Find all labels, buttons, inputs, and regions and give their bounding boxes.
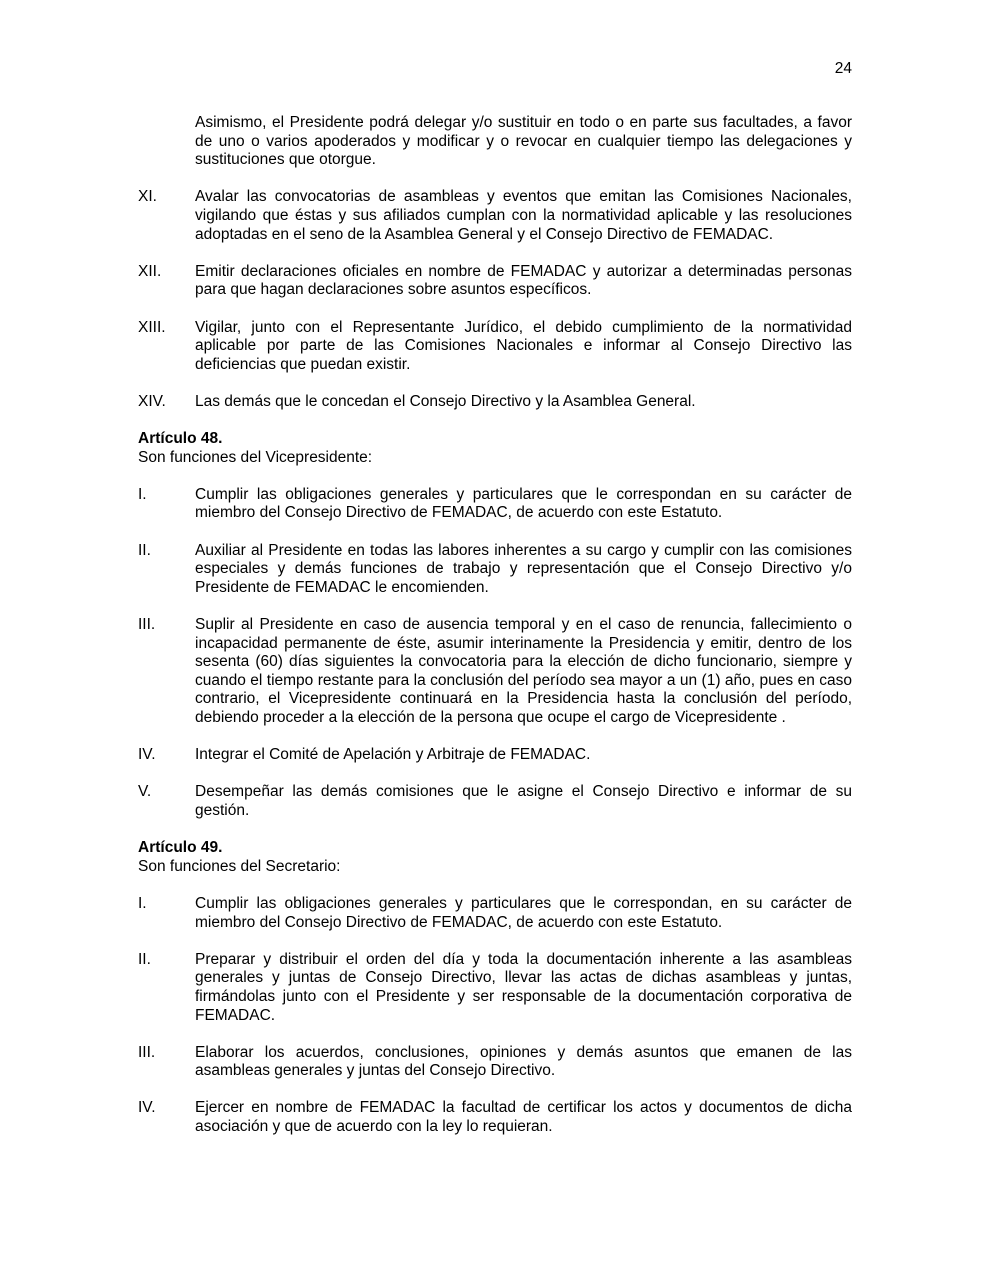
list-item [138,1099,852,1136]
item-text: Emitir declaraciones oficiales en nombre de FEMADAC y autorizar a determinadas personas para que hagan declaraciones sobre asuntos específicos. [195,262,852,299]
list-item [138,746,852,765]
page-number: 24 [834,60,852,77]
item-number: XII. [138,262,162,280]
item-number: IV. [138,746,156,764]
article-47-continuation: Asimismo, el Presidente podrá delegar y/o sustituir en todo o en parte sus facultades, a favor de uno o varios apoderados y modificar y o revocar en cualquier tiempo las delegaciones y sustituciones que otorgue. [195,114,852,169]
article-49-intro: Son funciones del Secretario: [138,857,341,875]
list-item [138,263,852,300]
list-item [138,319,852,375]
item-number: I. [138,894,147,912]
list-item [138,783,852,820]
item-text: Vigilar, junto con el Representante Jurídico, el debido cumplimiento de la normatividad aplicable por parte de las Comisiones Nacionales e informar al Consejo Directivo las deficiencias que puedan existir. [195,318,852,373]
item-number: III. [138,1043,156,1061]
item-number: I. [138,485,147,503]
item-text: Ejercer en nombre de FEMADAC la facultad de certificar los actos y documentos de dicha asociación y que de acuerdo con la ley lo requieran. [195,1099,852,1136]
list-item [138,951,852,1025]
item-number: XIV. [138,392,166,410]
list-item [138,393,852,412]
item-number: III. [138,616,156,634]
item-text: Integrar el Comité de Apelación y Arbitraje de FEMADAC. [195,746,591,764]
list-item [138,616,852,728]
article-49-title: Artículo 49. [138,839,223,857]
item-text: Cumplir las obligaciones generales y particulares que le correspondan, en su carácter de miembro del Consejo Directivo de FEMADAC, de acuerdo con este Estatuto. [195,894,852,931]
article-48-intro: Son funciones del Vicepresidente: [138,448,373,466]
item-number: XIII. [138,318,166,336]
item-text: Preparar y distribuir el orden del día y toda la documentación inherente a las asambleas generales y juntas de Consejo Directivo, llevar las actas de dichas asambleas y juntas, firmándolas junto con el Presidente y ser responsable de la documentación corporativa de FEMADAC. [195,950,852,1024]
item-text: Auxiliar al Presidente en todas las labores inherentes a su cargo y cumplir con las comisiones especiales y demás funciones de trabajo y representación que el Consejo Directivo y/o Presidente de FEMADAC le encomienden. [195,541,852,596]
list-item [138,188,852,244]
article-48-title: Artículo 48. [138,430,223,448]
list-item [138,486,852,523]
item-number: II. [138,541,151,559]
list-item [138,895,852,932]
item-text: Suplir al Presidente en caso de ausencia temporal y en el caso de renuncia, fallecimiento o incapacidad permanente de éste, asumir interinamente la Presidencia y emitir, dentro de los sesenta (60) días siguientes la convocatoria para la elección de dicho funcionario, siempre y cuando el tiempo restante para la conclusión del período sea mayor a un (1) año, pues en caso contrario, el Vicepresidente continuará en la Presidencia hasta la conclusión del período, debiendo proceder a la elección de la persona que ocupe el cargo de Vicepresidente . [195,616,852,726]
item-text: Cumplir las obligaciones generales y particulares que le correspondan en su carácter de miembro del Consejo Directivo de FEMADAC, de acuerdo con este Estatuto. [195,485,852,522]
item-text: Elaborar los acuerdos, conclusiones, opiniones y demás asuntos que emanen de las asambleas generales y juntas del Consejo Directivo. [195,1043,852,1080]
document-body [138,114,852,1155]
item-number: XI. [138,188,157,206]
list-item [138,542,852,598]
item-number: V. [138,783,152,801]
item-text: Avalar las convocatorias de asambleas y eventos que emitan las Comisiones Nacionales, vigilando que éstas y sus afiliados cumplan con la normatividad aplicable y las resoluciones adoptadas en el seno de la Asamblea General y el Consejo Directivo de FEMADAC. [195,188,852,243]
item-text: Desempeñar las demás comisiones que le asigne el Consejo Directivo e informar de su gestión. [195,783,852,819]
item-text: Las demás que le concedan el Consejo Directivo y la Asamblea General. [195,392,696,410]
item-number: II. [138,950,151,968]
item-number: IV. [138,1099,156,1117]
list-item [138,1044,852,1081]
